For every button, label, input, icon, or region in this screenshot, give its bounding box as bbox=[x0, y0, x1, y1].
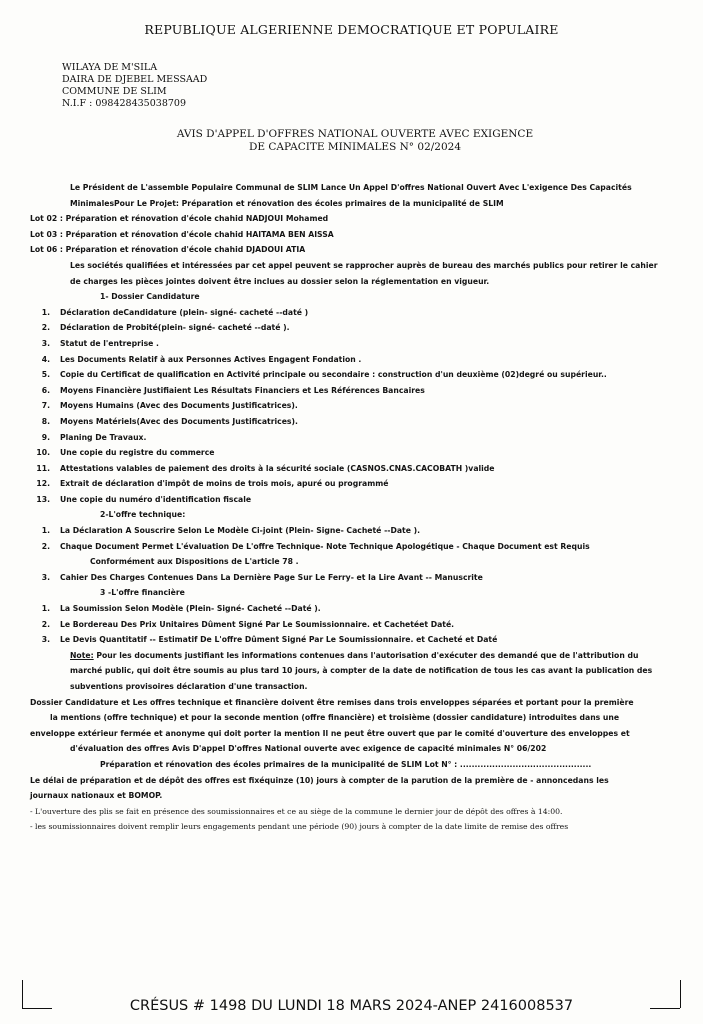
list-item: 1. La Soumission Selon Modèle (Plein- Signé- Cacheté --Daté ). bbox=[41, 604, 321, 614]
note-line: Note: Pour les documents justifiant les informations contenues dans l'autorisation d'exécuter des demandé que de l'attribution du bbox=[70, 650, 639, 660]
list-item: 3. Statut de l'entreprise . bbox=[41, 338, 159, 348]
list-item: 9. Planing De Travaux. bbox=[41, 432, 147, 442]
paragraph-line: d'évaluation des offres Avis D'appel D'offres National ouverte avec exigence de capacité minimales N° 06/202 bbox=[70, 744, 547, 754]
title-line: DE CAPACITE MINIMALES N° 02/2024 bbox=[248, 141, 462, 153]
section-heading: 3 -L'offre financière bbox=[100, 588, 185, 598]
paragraph-line: enveloppe extérieur fermée et anonyme qui doit porter la mention Il ne peut être ouvert que par le comité d'ouverture des enveloppes et bbox=[30, 728, 630, 738]
paragraph-line: la mentions (offre technique) et pour la seconde mention (offre financière) et troisième (dossier candidature) introduites dans une bbox=[50, 713, 620, 723]
admin-line: COMMUNE DE SLIM bbox=[62, 86, 167, 97]
list-item: 4. Les Documents Relatif à aux Personnes Actives Engagent Fondation . bbox=[41, 354, 362, 364]
notice-title bbox=[130, 128, 580, 154]
intro-line: Le Président de L'assemble Populaire Communal de SLIM Lance Un Appel D'offres National Ouvert Avec L'exigence Des Capacités bbox=[70, 183, 632, 192]
section-heading: 2-L'offre technique: bbox=[100, 510, 186, 520]
list-item: 2. Chaque Document Permet L'évaluation De L'offre Technique- Note Technique Apologétique - Chaque Document est Requis bbox=[41, 541, 590, 551]
admin-line: N.I.F : 098428435038709 bbox=[62, 98, 186, 109]
list-item: 1. Déclaration deCandidature (plein- signé- cacheté --daté ) bbox=[41, 307, 309, 317]
admin-line: DAIRA DE DJEBEL MESSAAD bbox=[62, 74, 208, 85]
section-heading: 1- Dossier Candidature bbox=[100, 292, 200, 302]
lot-line: Lot 06 : Préparation et rénovation d'école chahid DJADOUI ATIA bbox=[30, 245, 306, 255]
paragraph-line: - L'ouverture des plis se fait en présence des soumissionnaires et ce au siège de la commune le dernier jour de dépôt des offres à 14:00. bbox=[30, 806, 563, 816]
list-item: 8. Moyens Matériels(Avec des Documents Justificatrices). bbox=[41, 416, 298, 426]
note-line: subventions provisoires déclaration d'une transaction. bbox=[70, 682, 308, 691]
list-item: 11. Attestations valables de paiement des droits à la sécurité sociale (CASNOS.CNAS.CACOBATH )valide bbox=[36, 463, 495, 473]
list-item: 12. Extrait de déclaration d'impôt de moins de trois mois, apuré ou programmé bbox=[36, 479, 389, 489]
list-item: 2. Le Bordereau Des Prix Unitaires Dûment Signé Par Le Soumissionnaire. et Cachetéet Daté. bbox=[41, 619, 455, 629]
list-item-continuation: Conformément aux Dispositions de L'article 78 . bbox=[90, 557, 299, 567]
paragraph-line: journaux nationaux et BOMOP. bbox=[30, 791, 163, 801]
lot-line: Lot 02 : Préparation et rénovation d'école chahid NADJOUI Mohamed bbox=[30, 214, 329, 224]
list-item: 6. Moyens Financière Justifiaient Les Résultats Financiers et Les Références Bancaires bbox=[41, 385, 425, 395]
note-line: marché public, qui doit être soumis au plus tard 10 jours, à compter de la date de notification de tous les cas avant la publication des bbox=[70, 666, 653, 676]
paragraph-line: de charges les pièces jointes doivent être inclues au dossier selon la réglementation en vigueur. bbox=[70, 276, 490, 286]
administration-block bbox=[62, 62, 207, 110]
paragraph-line: - les soumissionnaires doivent remplir leurs engagements pendant une période (90) jours à compter de la date limite de remise des offres bbox=[30, 822, 569, 832]
note-label: Note: bbox=[70, 650, 94, 660]
paragraph-line: Les sociétés qualifiées et intéressées par cet appel peuvent se rapprocher auprès de bureau des marchés publics pour retirer le cahier bbox=[70, 260, 658, 270]
list-item: 5. Copie du Certificat de qualification en Activité principale ou secondaire : construction d'un deuxième (02)degré ou supérieur.. bbox=[41, 370, 607, 380]
list-item: 2. Déclaration de Probité(plein- signé- cacheté --daté ). bbox=[41, 323, 290, 333]
lot-line: Lot 03 : Préparation et rénovation d'école chahid HAITAMA BEN AISSA bbox=[30, 229, 334, 239]
list-item: 3. Cahier Des Charges Contenues Dans La Dernière Page Sur Le Ferry- et la Lire Avant -- Manuscrite bbox=[41, 572, 483, 582]
list-item: 13. Une copie du numéro d'identification fiscale bbox=[36, 494, 252, 504]
republic-header: REPUBLIQUE ALGERIENNE DEMOCRATIQUE ET POPULAIRE bbox=[144, 22, 559, 37]
paragraph-line: Le délai de préparation et de dépôt des offres est fixéquinze (10) jours à compter de la parution de la première de - annoncedans les bbox=[30, 775, 609, 785]
list-item: 3. Le Devis Quantitatif -- Estimatif De L'offre Dûment Signé Par Le Soumissionnaire. et Cacheté et Daté bbox=[41, 635, 498, 645]
admin-line: WILAYA DE M'SILA bbox=[62, 62, 158, 73]
notice-body bbox=[30, 180, 680, 835]
list-item: 7. Moyens Humains (Avec des Documents Justificatrices). bbox=[41, 401, 298, 411]
paragraph-line: Préparation et rénovation des écoles primaires de la municipalité de SLIM Lot N° : ............................................. bbox=[100, 759, 592, 769]
publication-footer: CRÉSUS # 1498 DU LUNDI 18 MARS 2024-ANEP 2416008537 bbox=[129, 998, 574, 1014]
paragraph-line: Dossier Candidature et Les offres technique et financière doivent être remises dans trois enveloppes séparées et portant pour la première bbox=[30, 697, 634, 707]
intro-line: MinimalesPour Le Projet: Préparation et rénovation des écoles primaires de la municipalité de SLIM bbox=[70, 198, 504, 208]
list-item: 1. La Déclaration A Souscrire Selon Le Modèle Ci-joint (Plein- Signe- Cacheté --Date ). bbox=[41, 526, 421, 536]
list-item: 10. Une copie du registre du commerce bbox=[36, 448, 215, 458]
title-line: AVIS D'APPEL D'OFFRES NATIONAL OUVERTE AVEC EXIGENCE bbox=[176, 128, 534, 140]
